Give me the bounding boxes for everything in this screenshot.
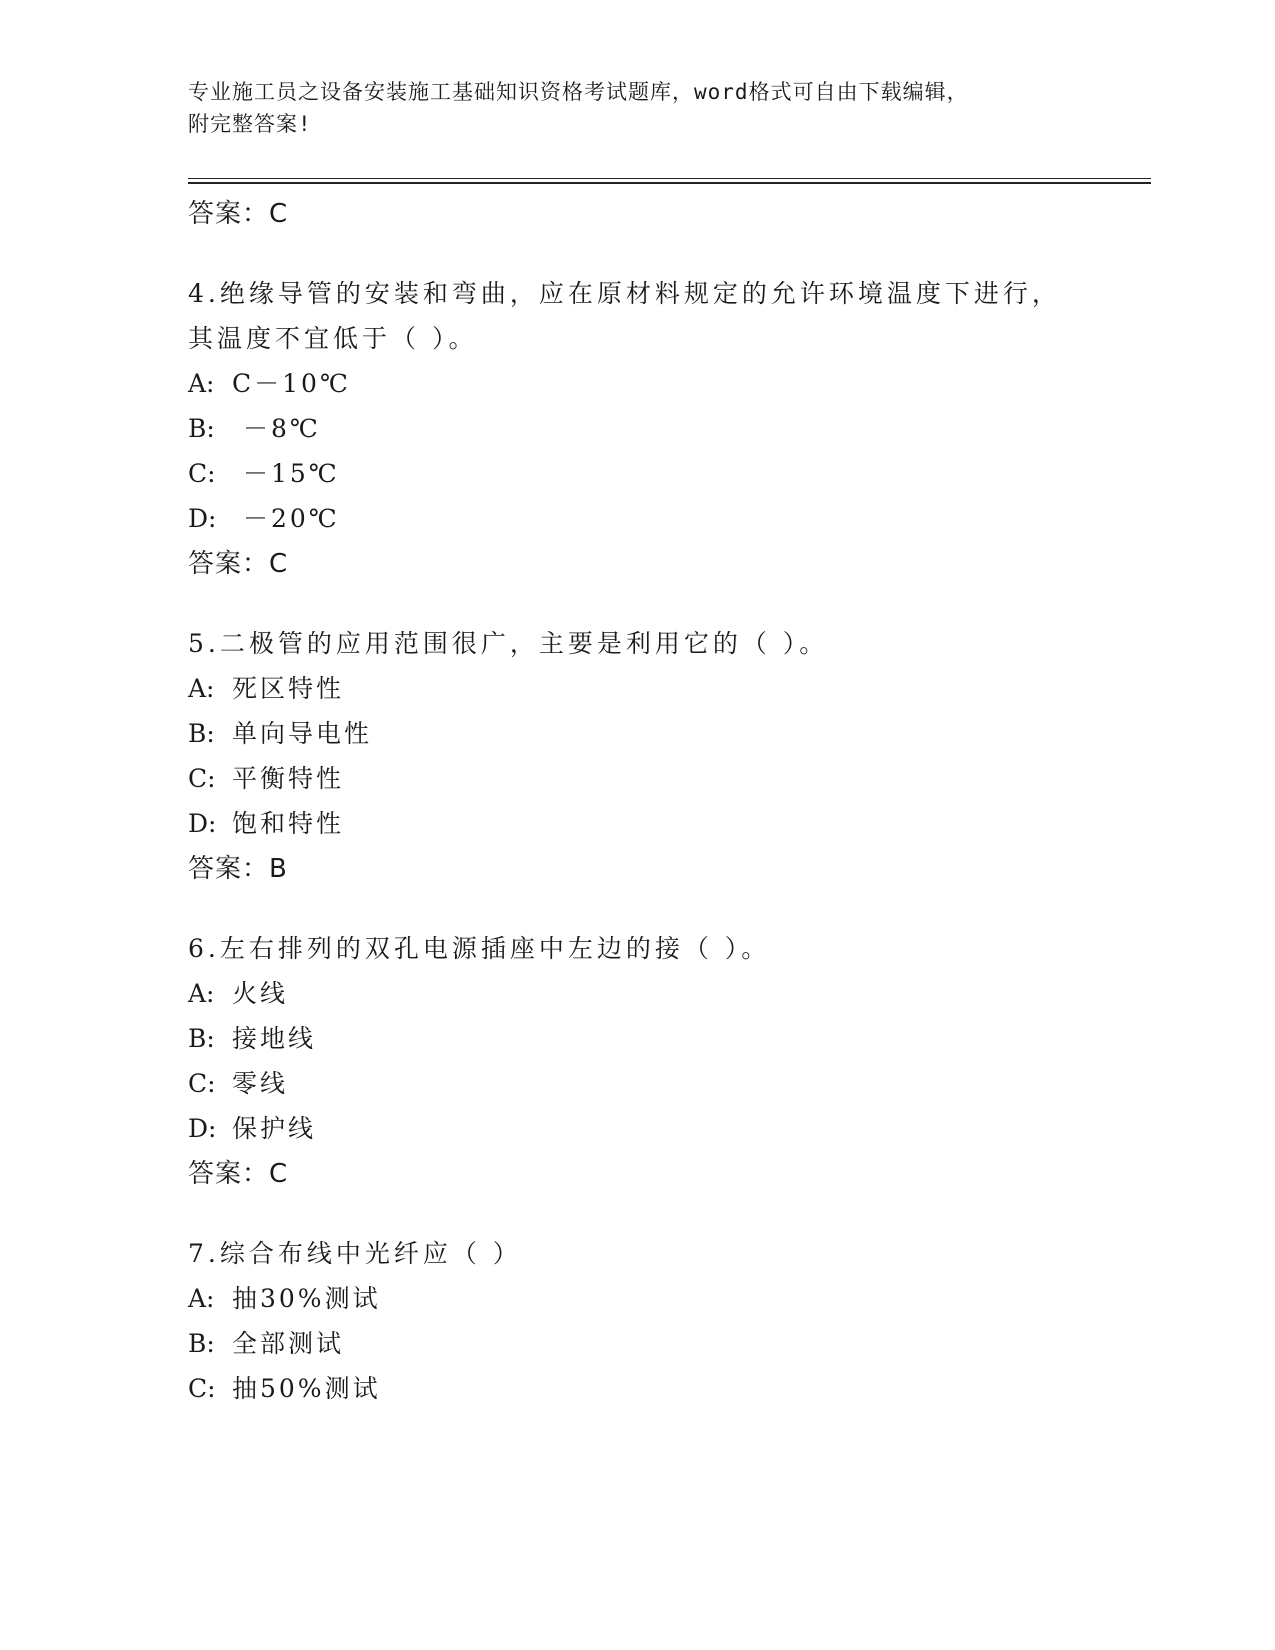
option-text: 零线 <box>232 1069 289 1098</box>
answer: 答案：B <box>188 854 288 884</box>
option-label: B: <box>188 414 215 443</box>
previous-answer: 答案：C <box>188 199 289 229</box>
option-text: －20℃ <box>232 504 340 533</box>
option-label: D: <box>188 809 217 838</box>
option-label: A: <box>188 1284 215 1313</box>
option-text: 单向导电性 <box>232 719 373 748</box>
option-label: C: <box>188 459 216 488</box>
option-label: B: <box>188 1024 215 1053</box>
option-text: 死区特性 <box>232 674 345 703</box>
question-5 <box>188 621 1088 892</box>
question-text: 6.左右排列的双孔电源插座中左边的接（ ）。 <box>188 934 771 963</box>
option-label: C: <box>188 764 216 793</box>
option-text: 抽50%测试 <box>232 1374 381 1403</box>
option-text: 饱和特性 <box>232 809 345 838</box>
option-c <box>188 756 1088 801</box>
question-text: 4.绝缘导管的安装和弯曲，应在原材料规定的允许环境温度下进行， <box>188 279 1061 308</box>
option-text: －8℃ <box>232 414 321 443</box>
option-text: C－10℃ <box>232 369 351 398</box>
option-b <box>188 1016 1088 1061</box>
option-label: A: <box>188 369 215 398</box>
option-text: 全部测试 <box>232 1329 345 1358</box>
option-label: D: <box>188 504 217 533</box>
option-text: －15℃ <box>232 459 340 488</box>
option-a <box>188 971 1088 1016</box>
question-text: 7.综合布线中光纤应（ ） <box>188 1239 522 1268</box>
question-text: 5.二极管的应用范围很广，主要是利用它的（ ）。 <box>188 629 829 658</box>
option-text: 平衡特性 <box>232 764 345 793</box>
option-c <box>188 1061 1088 1106</box>
option-label: D: <box>188 1114 217 1143</box>
option-d <box>188 801 1088 846</box>
document-header <box>188 76 1088 140</box>
option-d <box>188 496 1088 541</box>
option-label: B: <box>188 1329 215 1358</box>
option-a <box>188 666 1088 711</box>
header-line-1: 专业施工员之设备安装施工基础知识资格考试题库，word格式可自由下载编辑， <box>188 80 969 104</box>
option-d <box>188 1106 1088 1151</box>
answer: 答案：C <box>188 549 289 579</box>
option-b <box>188 711 1088 756</box>
question-text-cont: 其温度不宜低于（ ）。 <box>188 324 478 353</box>
question-6 <box>188 926 1088 1197</box>
option-a <box>188 1276 1088 1321</box>
option-a <box>188 361 1088 406</box>
document-body <box>188 191 1088 1445</box>
answer: 答案：C <box>188 1159 289 1189</box>
header-divider-thick <box>188 182 1151 184</box>
header-line-2: 附完整答案! <box>188 112 312 136</box>
question-4 <box>188 271 1088 587</box>
option-text: 抽30%测试 <box>232 1284 381 1313</box>
option-label: C: <box>188 1374 216 1403</box>
option-b <box>188 406 1088 451</box>
option-text: 接地线 <box>232 1024 317 1053</box>
option-label: A: <box>188 979 215 1008</box>
header-divider-thin <box>188 178 1151 179</box>
option-text: 火线 <box>232 979 289 1008</box>
option-text: 保护线 <box>232 1114 317 1143</box>
question-7 <box>188 1231 1088 1411</box>
option-label: B: <box>188 719 215 748</box>
option-label: C: <box>188 1069 216 1098</box>
option-label: A: <box>188 674 215 703</box>
option-b <box>188 1321 1088 1366</box>
option-c <box>188 451 1088 496</box>
option-c <box>188 1366 1088 1411</box>
